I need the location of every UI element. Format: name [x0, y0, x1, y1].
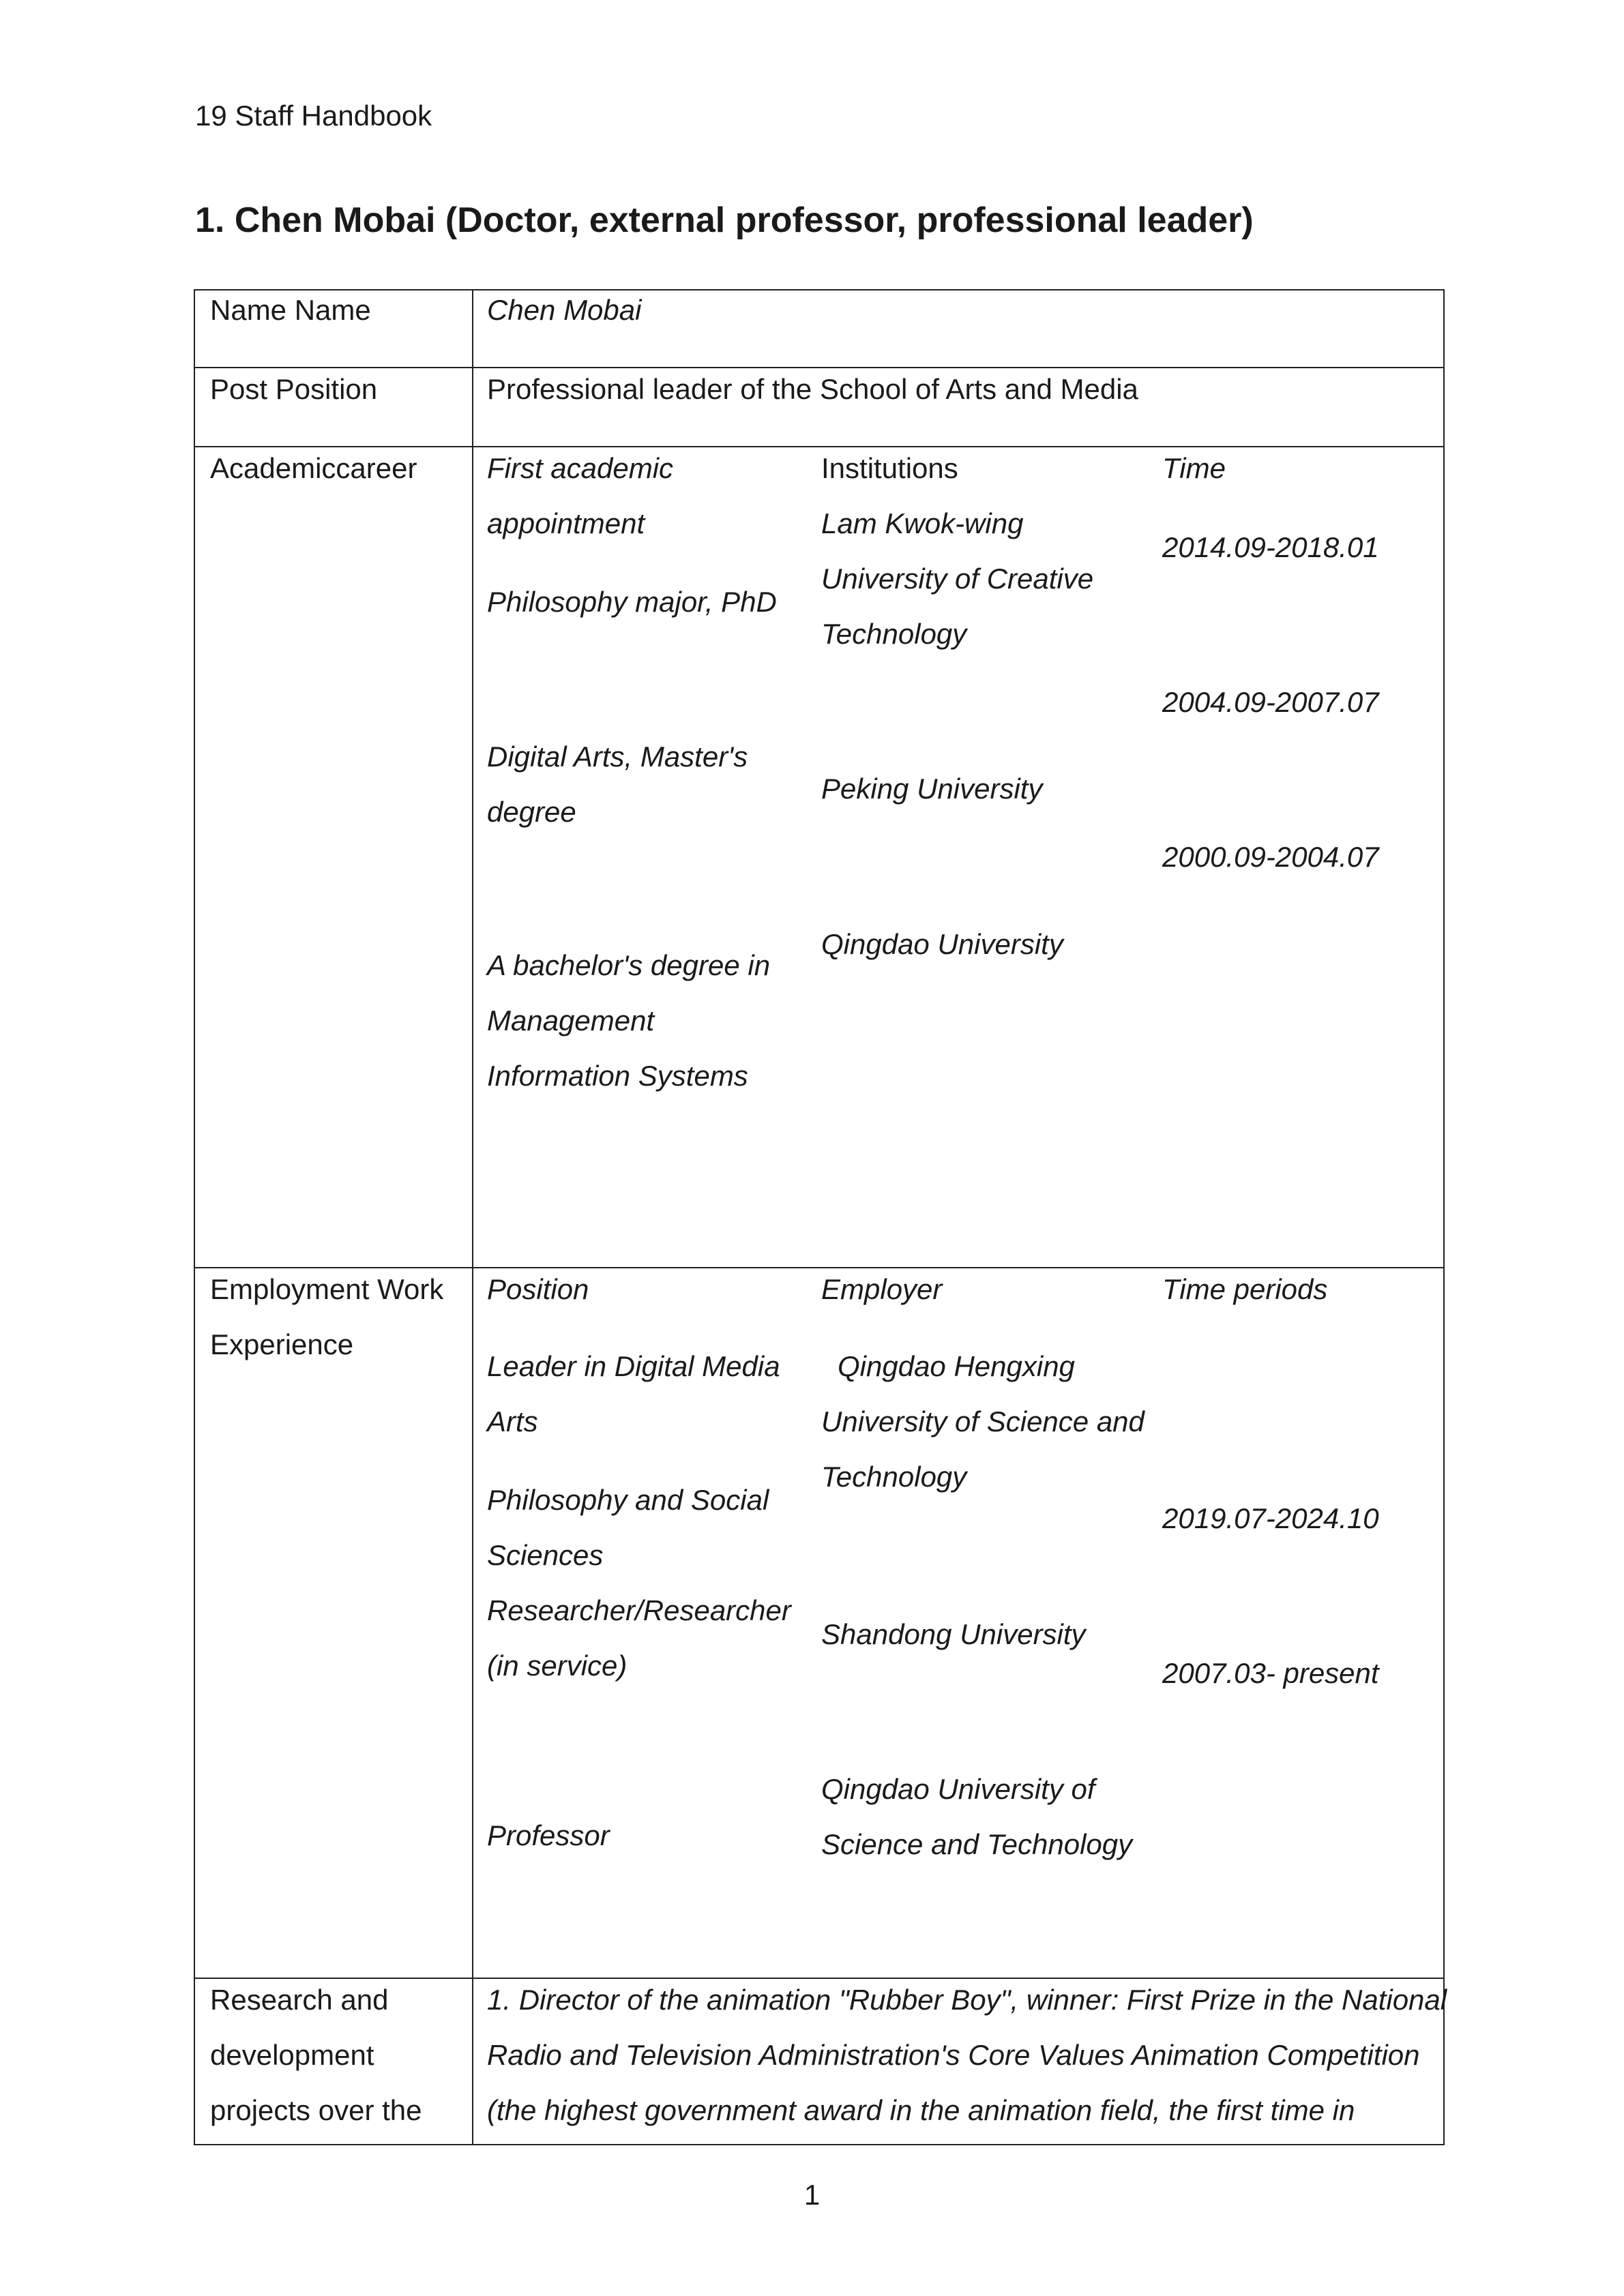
- degree-line: A bachelor's degree in: [487, 949, 771, 981]
- degree-line: Management: [487, 1004, 655, 1037]
- time-entry: 2007.03- present: [1162, 1657, 1379, 1689]
- research-line: (the highest government award in the animation field, the first time in: [487, 2094, 1355, 2126]
- name-value: Chen Mobai: [487, 294, 642, 326]
- research-line: Radio and Television Administration's Core Values Animation Competition: [487, 2039, 1420, 2071]
- employer-line: University of Science and: [821, 1405, 1145, 1437]
- time-entry: 2014.09-2018.01: [1162, 531, 1379, 563]
- research-label: Research and: [210, 1984, 389, 2016]
- time-entry: 2019.07-2024.10: [1162, 1502, 1379, 1534]
- employment-col1-header: Position: [487, 1273, 589, 1305]
- post-value: Professional leader of the School of Arts and Media: [487, 373, 1138, 405]
- degree-line: degree: [487, 796, 576, 828]
- research-line: 1. Director of the animation "Rubber Boy", winner: First Prize in the National: [487, 1984, 1447, 2016]
- column-divider: [472, 290, 473, 2144]
- position-line: Philosophy and Social: [487, 1484, 769, 1516]
- page-number: 1: [803, 2179, 821, 2211]
- position-line: Leader in Digital Media: [487, 1350, 780, 1382]
- institution-line: Peking University: [821, 773, 1043, 805]
- time-entry: 2004.09-2007.07: [1162, 686, 1379, 718]
- employment-col3-header: Time periods: [1162, 1273, 1328, 1305]
- running-header: 19 Staff Handbook: [195, 100, 432, 132]
- institution-line: University of Creative: [821, 563, 1094, 595]
- employment-col2-header: Employer: [821, 1273, 943, 1305]
- position-line: Researcher/Researcher: [487, 1594, 791, 1626]
- position-line: Professor: [487, 1819, 610, 1851]
- research-label: development: [210, 2039, 374, 2071]
- time-entry: 2000.09-2004.07: [1162, 841, 1379, 873]
- degree-line: Information Systems: [487, 1060, 748, 1092]
- academic-col2-header: Institutions: [821, 452, 958, 484]
- post-label: Post Position: [210, 373, 378, 405]
- institution-line: Technology: [821, 618, 967, 650]
- academic-label: Academiccareer: [210, 452, 417, 484]
- position-line: Arts: [487, 1405, 538, 1437]
- academic-col1-header: appointment: [487, 507, 645, 539]
- employer-line: Technology: [821, 1461, 967, 1493]
- employer-line: Qingdao Hengxing: [838, 1350, 1075, 1382]
- institution-line: Lam Kwok-wing: [821, 507, 1024, 539]
- institution-line: Qingdao University: [821, 928, 1063, 960]
- profile-table: [194, 289, 1445, 2145]
- research-label: projects over the: [210, 2094, 422, 2126]
- employer-line: Science and Technology: [821, 1828, 1133, 1860]
- employment-label: Employment Work: [210, 1273, 444, 1305]
- academic-col1-header: First academic: [487, 452, 674, 484]
- name-label: Name Name: [210, 294, 371, 326]
- degree-line: Digital Arts, Master's: [487, 741, 748, 773]
- employer-line: Qingdao University of: [821, 1773, 1095, 1805]
- employment-label: Experience: [210, 1328, 354, 1360]
- degree-line: Philosophy major, PhD: [487, 586, 777, 618]
- academic-col3-header: Time: [1162, 452, 1226, 484]
- position-line: (in service): [487, 1650, 628, 1682]
- position-line: Sciences: [487, 1539, 604, 1571]
- employer-line: Shandong University: [821, 1618, 1086, 1650]
- page-title: 1. Chen Mobai (Doctor, external professor, professional leader): [195, 200, 1254, 240]
